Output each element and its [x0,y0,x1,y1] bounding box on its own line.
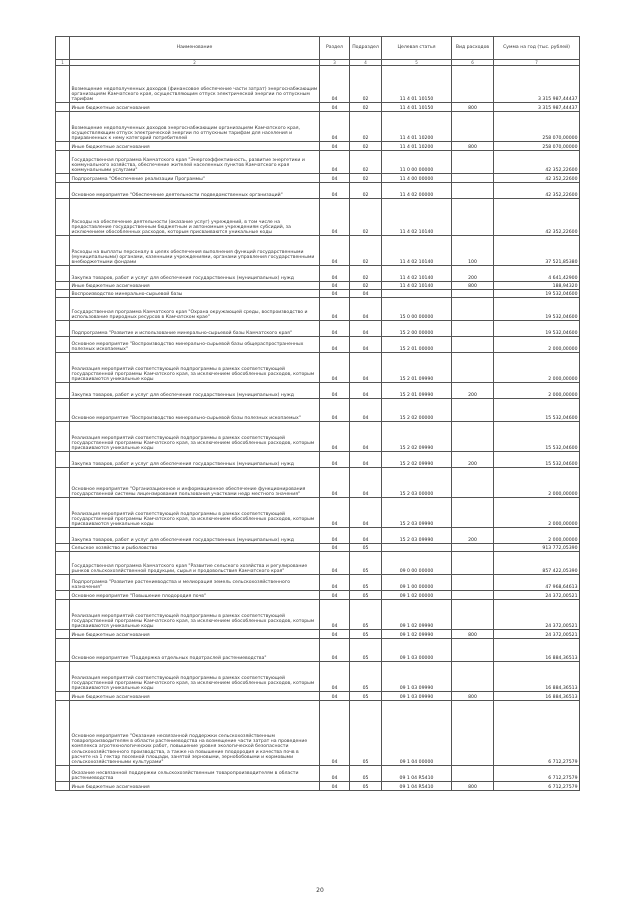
row-number [56,782,70,791]
header-cell-section: Раздел [320,37,350,60]
row-target-code: 15 2 01 09990 [382,383,452,399]
row-name: Иные бюджетные ассигнования [70,142,320,151]
row-number [56,66,70,103]
row-name: Основное мероприятие "Воспроизводство минерально-сырьевой базы общераспространенных полезных ископаемых" [70,337,320,353]
row-number [56,662,70,692]
budget-table-sheet [55,36,579,791]
row-section: 04 [320,383,350,399]
row-name: Закупка товаров, работ и услуг для обеспечения государственных (муниципальных) нужд [70,266,320,282]
row-name: Расходы на выплаты персоналу в целях обеспечения выполнения функций государственными (муниципальными) органами, казенными учреждениями, органами управления государственными внебюджетными фондами [70,236,320,266]
row-target-code: 11 4 01 10200 [382,142,452,151]
row-expense-type: 800 [452,692,494,701]
row-expense-type: 800 [452,103,494,112]
table-row [56,701,580,766]
row-target-code: 11 4 02 10140 [382,236,452,266]
table-row [56,452,580,468]
row-subsection: 05 [350,552,382,575]
budget-table [55,36,580,791]
row-target-code: 15 2 01 00000 [382,337,452,353]
row-amount: 47 968,64613 [494,575,580,591]
row-section: 04 [320,591,350,600]
row-number [56,199,70,236]
row-expense-type: 800 [452,782,494,791]
row-section: 04 [320,103,350,112]
row-name: Основное мероприятие "Воспроизводство минерально-сырьевой базы полезных ископаемых" [70,399,320,422]
table-row [56,66,580,103]
row-amount: 16 884,36513 [494,692,580,701]
table-row [56,766,580,782]
header-cell-target: Целевая статья [382,37,452,60]
row-target-code: 15 2 00 00000 [382,321,452,337]
row-expense-type [452,290,494,298]
column-number: 3 [320,60,350,66]
table-row [56,528,580,544]
row-amount: 3 315 987,44437 [494,66,580,103]
row-section: 04 [320,66,350,103]
row-section: 04 [320,630,350,639]
row-amount: 188,94320 [494,282,580,290]
row-target-code: 15 2 03 09990 [382,528,452,544]
header-cell-subsection: Подраздел [350,37,382,60]
table-row [56,236,580,266]
header-cell-exp-type: Вид расходов [452,37,494,60]
row-amount: 42 352,22600 [494,151,580,174]
row-section: 04 [320,600,350,630]
row-section: 04 [320,766,350,782]
row-number [56,298,70,321]
row-target-code: 09 1 04 00000 [382,701,452,766]
row-number [56,321,70,337]
row-target-code: 15 2 01 09990 [382,353,452,383]
row-number [56,103,70,112]
row-section: 04 [320,399,350,422]
row-name: Подпрограмма "Обеспечение реализации Программы" [70,174,320,183]
column-number: 4 [350,60,382,66]
row-section: 04 [320,321,350,337]
row-target-code: 09 1 03 00000 [382,639,452,662]
row-name: Воспроизводство минерально-сырьевой базы [70,290,320,298]
row-target-code: 15 2 03 09990 [382,498,452,528]
row-subsection: 04 [350,468,382,498]
row-section: 04 [320,199,350,236]
table-body [56,66,580,791]
row-number [56,353,70,383]
row-subsection: 05 [350,575,382,591]
row-name: Возмещение недополученных доходов (финансовое обеспечение части затрат) энергоснабжающим организациям Камчатского края, осуществляющим отпуск электрической энергии по отпускным тарифам [70,66,320,103]
row-name: Расходы на обеспечение деятельности (оказание услуг) учреждений, в том числе на предоставление государственным бюджетным и автономным учреждениям субсидий, за исключением обособленных расходов, которым присваиваются уникальные коды [70,199,320,236]
row-number [56,498,70,528]
row-name: Государственная программа Камчатского края "Охрана окружающей среды, воспроизводство и использование природных ресурсов в Камчатском крае" [70,298,320,321]
row-target-code: 09 1 03 09990 [382,662,452,692]
table-row [56,199,580,236]
row-expense-type: 800 [452,142,494,151]
row-name: Сельское хозяйство и рыболовство [70,544,320,552]
row-target-code: 11 4 01 10200 [382,112,452,142]
row-subsection: 05 [350,766,382,782]
table-row [56,630,580,639]
row-amount: 37 521,85380 [494,236,580,266]
table-row [56,183,580,199]
row-number [56,600,70,630]
row-subsection: 02 [350,199,382,236]
row-subsection: 04 [350,298,382,321]
row-section: 04 [320,142,350,151]
row-expense-type [452,337,494,353]
row-target-code: 09 1 04 R5410 [382,782,452,791]
table-row [56,290,580,298]
row-expense-type: 200 [452,266,494,282]
row-amount: 258 070,00000 [494,112,580,142]
row-subsection: 05 [350,782,382,791]
row-name: Государственная программа Камчатского края "Энергоэффективность, развитие энергетики и коммунального хозяйства, обеспечение жителей населенных пунктов Камчатского края коммунальными услугами" [70,151,320,174]
row-name: Реализация мероприятий соответствующей подпрограммы в рамках соответствующей государственной программы Камчатского края, за исключением обособленных расходов, которым присваиваются уникальные коды [70,498,320,528]
table-row [56,399,580,422]
row-expense-type: 200 [452,528,494,544]
row-expense-type [452,298,494,321]
row-section: 04 [320,282,350,290]
row-amount: 24 372,00521 [494,600,580,630]
row-amount: 16 884,36513 [494,639,580,662]
table-row [56,468,580,498]
row-amount: 2 000,00000 [494,383,580,399]
row-expense-type [452,662,494,692]
row-amount: 19 532,04600 [494,298,580,321]
table-row [56,266,580,282]
row-target-code: 09 1 03 09990 [382,692,452,701]
table-row [56,353,580,383]
row-name: Закупка товаров, работ и услуг для обеспечения государственных (муниципальных) нужд [70,528,320,544]
row-number [56,552,70,575]
row-section: 04 [320,112,350,142]
row-section: 04 [320,183,350,199]
row-subsection: 04 [350,383,382,399]
row-number [56,236,70,266]
table-row [56,103,580,112]
row-amount: 4 641,42900 [494,266,580,282]
column-number: 2 [70,60,320,66]
row-name: Реализация мероприятий соответствующей подпрограммы в рамках соответствующей государственной программы Камчатского края, за исключением обособленных расходов, которым присваиваются уникальные коды [70,662,320,692]
row-number [56,701,70,766]
row-section: 04 [320,662,350,692]
row-target-code: 15 2 03 00000 [382,468,452,498]
row-subsection: 05 [350,544,382,552]
row-amount: 6 712,27579 [494,782,580,791]
row-subsection: 04 [350,498,382,528]
row-expense-type [452,199,494,236]
row-target-code: 09 1 00 00000 [382,575,452,591]
row-expense-type [452,639,494,662]
row-amount: 2 000,00000 [494,353,580,383]
row-subsection: 02 [350,236,382,266]
row-number [56,544,70,552]
row-name: Подпрограмма "Развитие растениеводства и мелиорация земель сельскохозяйственного назначения" [70,575,320,591]
row-number [56,468,70,498]
row-target-code: 15 2 02 09990 [382,452,452,468]
row-name: Основное мероприятие "Оказание несвязанной поддержки сельскохозяйственным товаропроизводителям в области растениеводства на возмещение части затрат на проведение комплекса агротехнологических работ, повышение уровня экологической безопасности сельскохозяйственного производства, а также на повышение плодородия и качества почв в расчете на 1 гектар посевной площади, занятой зерновыми, зернобобовыми и кормовыми сельскохозяйственными культурами" [70,701,320,766]
row-expense-type [452,600,494,630]
row-subsection: 02 [350,266,382,282]
row-name: Иные бюджетные ассигнования [70,782,320,791]
row-subsection: 05 [350,701,382,766]
row-target-code: 15 2 02 00000 [382,399,452,422]
table-row [56,600,580,630]
row-target-code: 11 4 01 10150 [382,103,452,112]
row-section: 04 [320,452,350,468]
row-number [56,591,70,600]
column-number: 1 [56,60,70,66]
row-amount: 42 352,22600 [494,199,580,236]
row-number [56,151,70,174]
row-subsection: 04 [350,353,382,383]
row-subsection: 04 [350,337,382,353]
row-target-code: 11 0 00 00000 [382,151,452,174]
row-expense-type [452,468,494,498]
row-section: 04 [320,151,350,174]
row-expense-type [452,552,494,575]
column-number: 5 [382,60,452,66]
row-section: 04 [320,552,350,575]
table-row [56,282,580,290]
row-subsection: 05 [350,630,382,639]
row-number [56,174,70,183]
row-number [56,112,70,142]
row-amount: 2 000,00000 [494,498,580,528]
row-name: Государственная программа Камчатского края "Развитие сельского хозяйства и регулирование рынков сельскохозяйственной продукции, сырья и продовольствия Камчатского края" [70,552,320,575]
table-row [56,174,580,183]
row-expense-type [452,575,494,591]
row-expense-type [452,766,494,782]
row-name: Закупка товаров, работ и услуг для обеспечения государственных (муниципальных) нужд [70,452,320,468]
row-expense-type [452,321,494,337]
row-name: Реализация мероприятий соответствующей подпрограммы в рамках соответствующей государственной программы Камчатского края, за исключением обособленных расходов, которым присваиваются уникальные коды [70,353,320,383]
row-amount: 2 000,00000 [494,337,580,353]
row-number [56,383,70,399]
row-name: Иные бюджетные ассигнования [70,282,320,290]
row-target-code: 11 4 01 10150 [382,66,452,103]
header-cell-num [56,37,70,60]
row-section: 04 [320,639,350,662]
row-subsection: 05 [350,692,382,701]
row-number [56,142,70,151]
row-name: Основное мероприятие "Поддержка отдельных подотраслей растениеводства" [70,639,320,662]
row-name: Реализация мероприятий соответствующей подпрограммы в рамках соответствующей государственной программы Камчатского края, за исключением обособленных расходов, которым присваиваются уникальные коды [70,600,320,630]
page-number: 20 [316,887,324,894]
row-target-code: 11 4 02 10140 [382,199,452,236]
row-section: 04 [320,692,350,701]
row-subsection: 04 [350,321,382,337]
row-expense-type: 200 [452,452,494,468]
row-target-code: 09 1 04 R5410 [382,766,452,782]
row-expense-type [452,174,494,183]
row-number [56,183,70,199]
column-number: 7 [494,60,580,66]
row-target-code: 11 4 00 00000 [382,174,452,183]
row-section: 04 [320,575,350,591]
row-name: Основное мероприятие "Обеспечение деятельности подведомственных организаций" [70,183,320,199]
table-row [56,498,580,528]
row-amount: 42 352,22600 [494,183,580,199]
row-name: Основное мероприятие "Организационное и информационное обеспечение функционирования государственной системы лицензирования пользования участками недр местного значения" [70,468,320,498]
row-expense-type: 100 [452,236,494,266]
row-amount: 6 712,27579 [494,766,580,782]
row-subsection: 02 [350,103,382,112]
table-row [56,591,580,600]
row-name: Основное мероприятие "Повышение плодородия почв" [70,591,320,600]
row-expense-type [452,399,494,422]
row-amount: 2 000,00000 [494,468,580,498]
row-name: Оказание несвязанной поддержки сельскохозяйственным товаропроизводителям в области растениеводства [70,766,320,782]
row-amount: 6 712,27579 [494,701,580,766]
row-amount: 15 532,04600 [494,422,580,452]
row-section: 04 [320,266,350,282]
row-expense-type [452,353,494,383]
row-target-code: 09 1 02 09990 [382,630,452,639]
table-header-row [56,37,580,60]
row-target-code: 11 4 02 00000 [382,183,452,199]
row-target-code: 15 2 02 09990 [382,422,452,452]
row-name: Возмещение недополученных доходов энергоснабжающим организациям Камчатского края, осуществляющим отпуск электрической энергии по отпускным тарифам для населения и приравненных к нему категорий потребителей [70,112,320,142]
table-row [56,692,580,701]
row-target-code: 11 4 02 10140 [382,266,452,282]
row-number [56,575,70,591]
table-row [56,575,580,591]
table-row [56,544,580,552]
row-amount: 258 070,00000 [494,142,580,151]
row-target-code: 09 1 02 00000 [382,591,452,600]
row-target-code: 15 0 00 00000 [382,298,452,321]
row-amount: 16 884,36513 [494,662,580,692]
row-number [56,452,70,468]
row-target-code: 09 0 00 00000 [382,552,452,575]
header-cell-amount: Сумма на год (тыс. рублей) [494,37,580,60]
row-amount: 3 315 987,44437 [494,103,580,112]
row-amount: 15 532,04600 [494,452,580,468]
row-name: Иные бюджетные ассигнования [70,692,320,701]
row-amount: 24 372,00521 [494,591,580,600]
table-row [56,662,580,692]
row-expense-type [452,544,494,552]
row-section: 04 [320,337,350,353]
row-section: 04 [320,528,350,544]
row-amount: 19 532,04600 [494,321,580,337]
table-row [56,142,580,151]
row-section: 04 [320,422,350,452]
row-subsection: 02 [350,151,382,174]
table-row [56,782,580,791]
row-expense-type [452,66,494,103]
row-section: 04 [320,468,350,498]
row-target-code [382,290,452,298]
row-amount: 24 372,00521 [494,630,580,639]
row-target-code [382,544,452,552]
row-expense-type [452,112,494,142]
row-number [56,692,70,701]
row-section: 04 [320,236,350,266]
row-section: 04 [320,498,350,528]
row-subsection: 05 [350,591,382,600]
row-number [56,528,70,544]
row-section: 04 [320,544,350,552]
row-subsection: 04 [350,528,382,544]
row-expense-type: 800 [452,282,494,290]
row-section: 04 [320,174,350,183]
row-expense-type [452,422,494,452]
table-row [56,298,580,321]
row-subsection: 04 [350,452,382,468]
row-name: Подпрограмма "Развитие и использование минерально-сырьевой базы Камчатского края" [70,321,320,337]
row-number [56,766,70,782]
table-row [56,337,580,353]
row-expense-type: 800 [452,630,494,639]
row-name: Иные бюджетные ассигнования [70,103,320,112]
table-row [56,151,580,174]
row-expense-type [452,151,494,174]
row-amount: 19 532,04600 [494,290,580,298]
row-subsection: 05 [350,639,382,662]
table-row [56,422,580,452]
row-subsection: 04 [350,422,382,452]
row-number [56,399,70,422]
row-target-code: 11 4 02 10140 [382,282,452,290]
row-subsection: 02 [350,174,382,183]
row-section: 04 [320,782,350,791]
column-number: 6 [452,60,494,66]
row-target-code: 09 1 02 09990 [382,600,452,630]
row-expense-type [452,183,494,199]
row-section: 04 [320,290,350,298]
row-section: 04 [320,353,350,383]
row-number [56,266,70,282]
row-subsection: 05 [350,600,382,630]
row-number [56,639,70,662]
header-cell-name: Наименование [70,37,320,60]
row-subsection: 02 [350,183,382,199]
row-section: 04 [320,701,350,766]
row-number [56,282,70,290]
table-row [56,552,580,575]
row-subsection: 02 [350,282,382,290]
row-subsection: 02 [350,112,382,142]
row-amount: 42 352,22600 [494,174,580,183]
row-expense-type [452,498,494,528]
row-expense-type [452,701,494,766]
row-subsection: 04 [350,399,382,422]
row-subsection: 05 [350,662,382,692]
row-number [56,630,70,639]
row-subsection: 02 [350,66,382,103]
row-name: Реализация мероприятий соответствующей подпрограммы в рамках соответствующей государственной программы Камчатского края, за исключением обособленных расходов, которым присваиваются уникальные коды [70,422,320,452]
row-section: 04 [320,298,350,321]
table-row [56,639,580,662]
row-name: Закупка товаров, работ и услуг для обеспечения государственных (муниципальных) нужд [70,383,320,399]
table-row [56,383,580,399]
row-expense-type: 200 [452,383,494,399]
row-expense-type [452,591,494,600]
row-number [56,422,70,452]
row-subsection: 04 [350,290,382,298]
row-amount: 857 422,05390 [494,552,580,575]
row-number [56,337,70,353]
table-row [56,112,580,142]
row-subsection: 02 [350,142,382,151]
table-row [56,321,580,337]
row-amount: 913 772,05390 [494,544,580,552]
row-amount: 2 000,00000 [494,528,580,544]
row-name: Иные бюджетные ассигнования [70,630,320,639]
row-amount: 15 532,04600 [494,399,580,422]
row-number [56,290,70,298]
